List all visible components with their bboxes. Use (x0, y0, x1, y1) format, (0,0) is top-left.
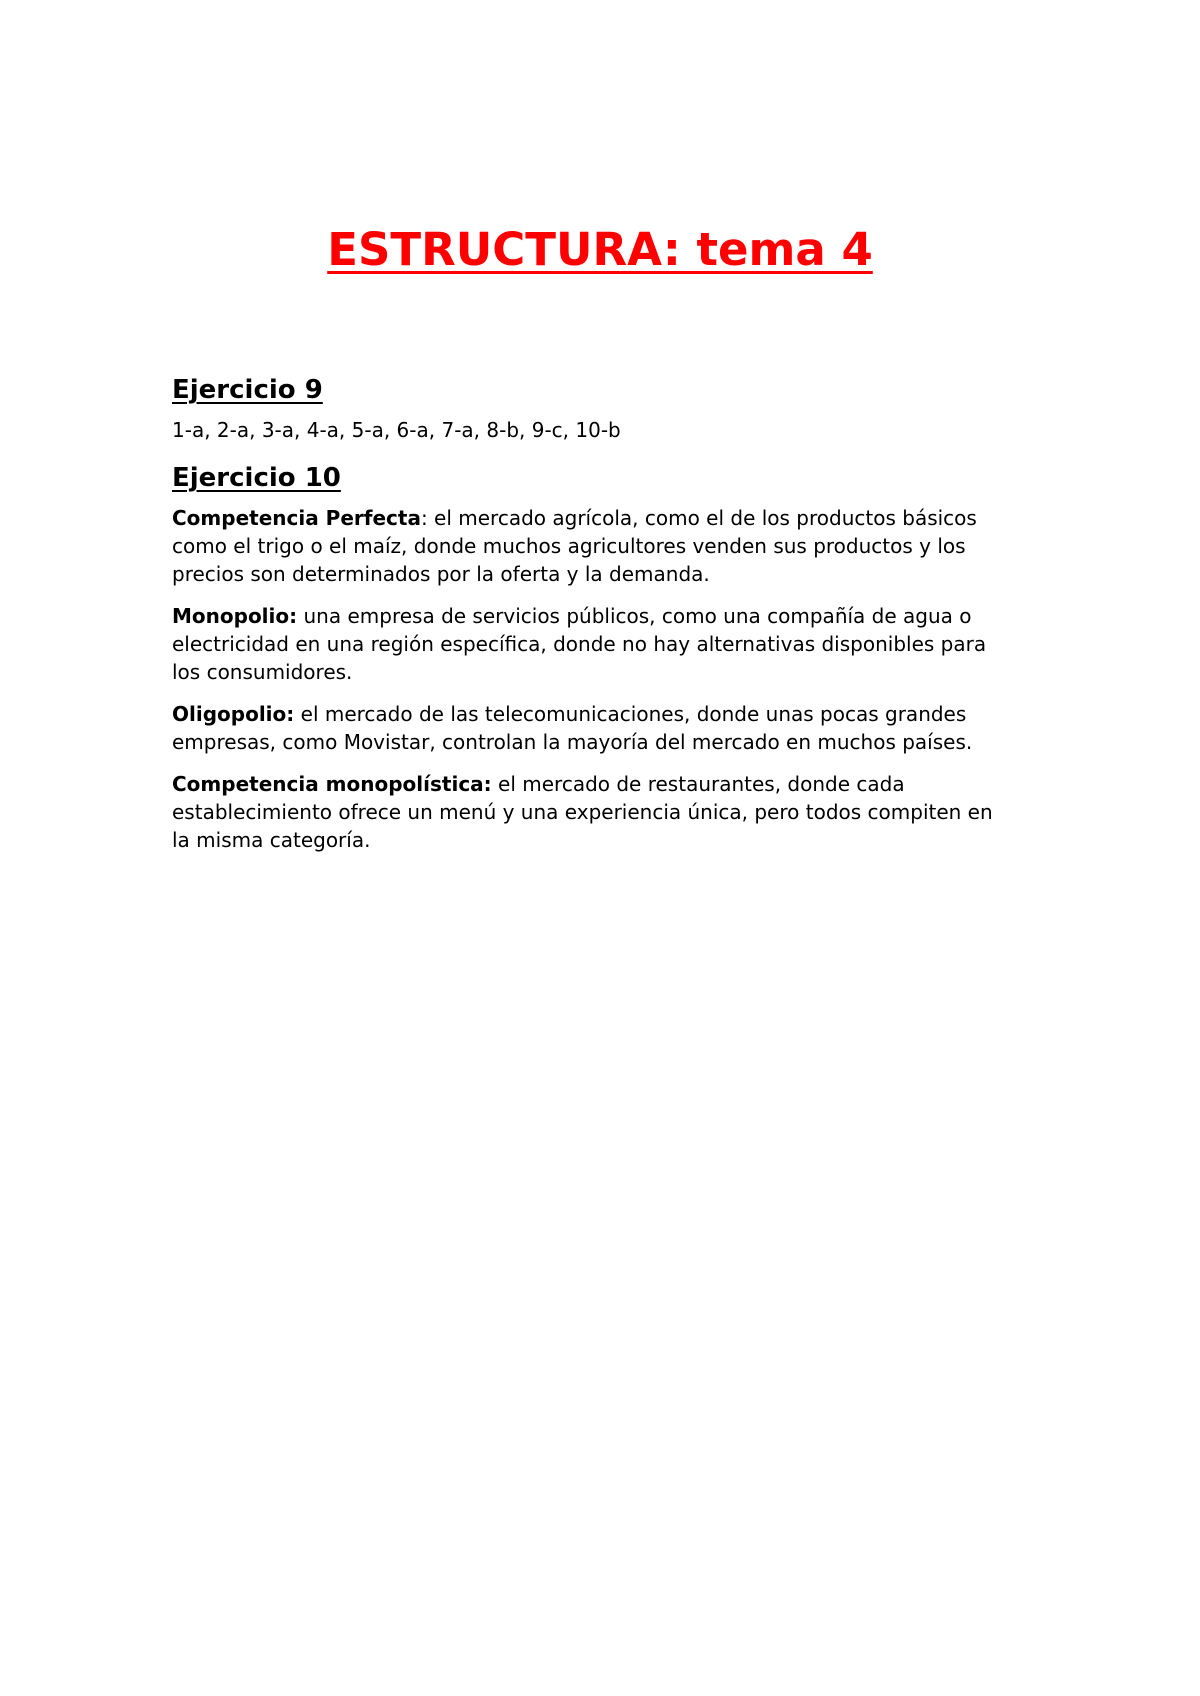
paragraph-competencia-perfecta (172, 504, 1012, 588)
term-description: : el mercado agrícola, como el de los productos básicos como el trigo o el maíz, donde muchos agricultores venden sus productos y los precios son determinados por la oferta y la demanda. (172, 506, 977, 586)
answers-line: 1-a, 2-a, 3-a, 4-a, 5-a, 6-a, 7-a, 8-b, 9-c, 10-b (172, 418, 621, 442)
term-label: Competencia Perfecta (172, 506, 421, 530)
section-heading-ejercicio-9: Ejercicio 9 (172, 375, 323, 405)
term-description: una empresa de servicios públicos, como una compañía de agua o electricidad en una región específica, donde no hay alternativas disponibles para los consumidores. (172, 604, 987, 684)
document-title: ESTRUCTURA: tema 4 (327, 223, 873, 276)
term-label: Oligopolio: (172, 702, 295, 726)
term-label: Monopolio: (172, 604, 298, 628)
paragraph-competencia-monopolistica (172, 770, 1012, 854)
term-description: el mercado de restaurantes, donde cada establecimiento ofrece un menú y una experiencia única, pero todos compiten en la misma categoría. (172, 772, 993, 852)
paragraph-monopolio (172, 602, 1012, 686)
term-description: el mercado de las telecomunicaciones, donde unas pocas grandes empresas, como Movistar, controlan la mayoría del mercado en muchos países. (172, 702, 973, 754)
paragraph-oligopolio (172, 700, 1012, 756)
document-body (172, 372, 1012, 868)
term-label: Competencia monopolística: (172, 772, 492, 796)
section-heading-ejercicio-10: Ejercicio 10 (172, 463, 341, 493)
